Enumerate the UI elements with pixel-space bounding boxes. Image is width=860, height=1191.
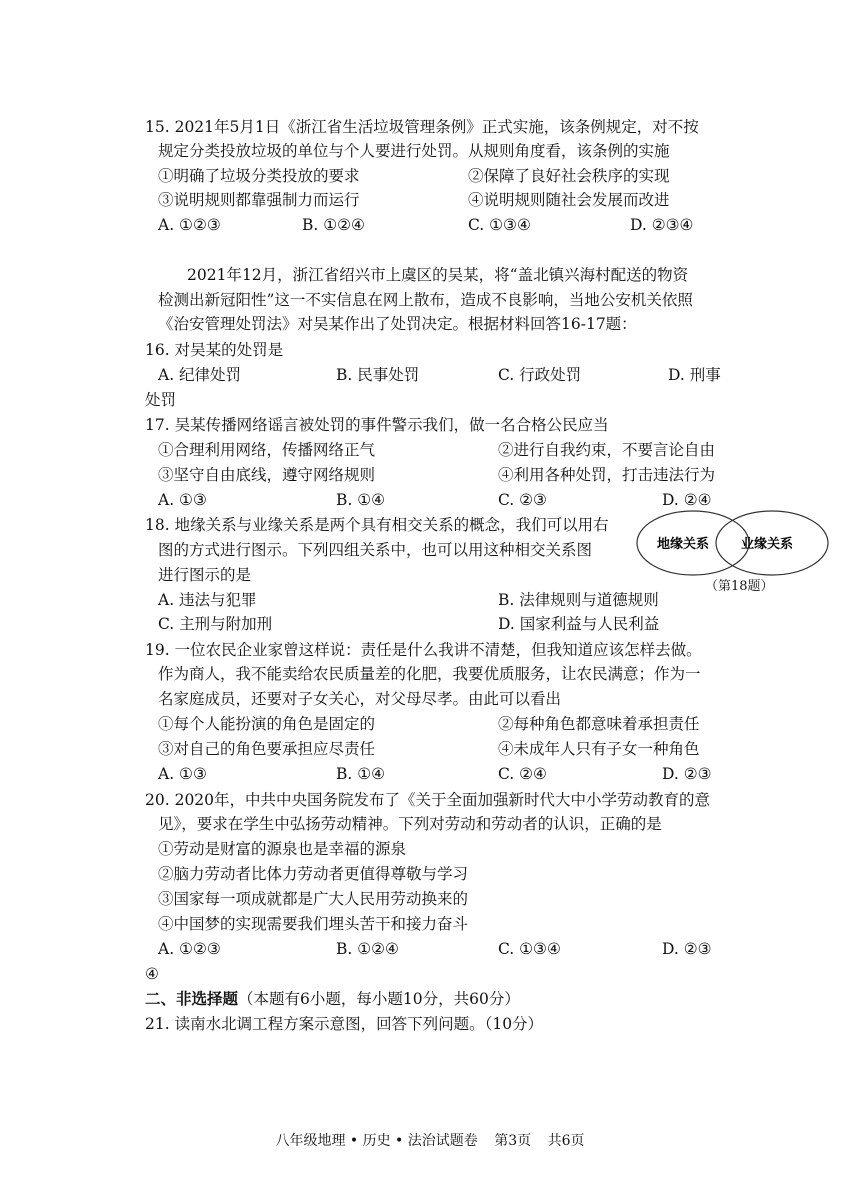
q17-statement-4: ④利用各种处罚，打击违法行为 [498, 466, 716, 484]
q18-stem-line2: 图的方式进行图示。下列四组关系中，也可以用这种相交关系图 [158, 541, 593, 559]
q20-option-c: C. ①③④ [498, 940, 561, 958]
q19-statement-3: ③对自己的角色要承担应尽责任 [158, 740, 376, 758]
q19-statement-4: ④未成年人只有子女一种角色 [498, 740, 700, 758]
q19-stem-line3: 名家庭成员，还要对子女关心，对父母尽孝。由此可以看出 [158, 690, 562, 708]
q20-option-a: A. ①②③ [158, 940, 221, 958]
q19-option-d: D. ②③ [662, 765, 712, 783]
q17-stem: 17. 吴某传播网络谣言被处罚的事件警示我们，做一名合格公民应当 [145, 416, 609, 434]
q20-option-b: B. ①②④ [336, 940, 399, 958]
q18-stem-line3: 进行图示的是 [158, 566, 252, 584]
q20-stem-line1: 20. 2020年，中共中央国务院发布了《关于全面加强新时代大中小学劳动教育的意 [145, 791, 711, 809]
q15-stem-line1: 15. 2021年5月1日《浙江省生活垃圾管理条例》正式实施，该条例规定，对不按 [145, 118, 699, 136]
q19-statement-2: ②每种角色都意味着承担责任 [498, 715, 700, 733]
q17-statement-1: ①合理利用网络，传播网络正气 [158, 441, 376, 459]
q20-statement-3: ③国家每一项成就都是广大人民用劳动换来的 [158, 890, 469, 908]
q16-option-d: D. 刑事 [668, 366, 721, 384]
page-footer [0, 1130, 860, 1150]
q20-option-d: D. ②③ [662, 940, 712, 958]
section2-title: 二、非选择题 [145, 990, 239, 1008]
q16-option-c: C. 行政处罚 [498, 366, 582, 384]
q19-option-b: B. ①④ [336, 765, 386, 783]
q17-option-a: A. ①③ [158, 491, 207, 509]
q17-statement-2: ②进行自我约束，不要言论自由 [498, 441, 716, 459]
q19-stem-line2: 作为商人，我不能卖给农民质量差的化肥，我要优质服务，让农民满意；作为一 [158, 665, 701, 683]
q15-statement-3: ③说明规则都靠强制力而运行 [158, 191, 360, 209]
q15-option-a: A. ①②③ [158, 216, 221, 234]
q18-figure-caption: （第18题） [705, 579, 774, 594]
q20-statement-1: ①劳动是财富的源泉也是幸福的源泉 [158, 840, 407, 858]
q18-option-a: A. 违法与犯罪 [158, 591, 257, 609]
footer-subject: 八年级地理 • 历史 • 法治试题卷 [275, 1133, 478, 1149]
q17-option-c: C. ②③ [498, 491, 547, 509]
q20-stem-line2: 见》，要求在学生中弘扬劳动精神。下列对劳动和劳动者的认识，正确的是 [158, 815, 662, 833]
material-line1: 2021年12月，浙江省绍兴市上虞区的吴某，将“盖北镇兴海村配送的物资 [187, 266, 689, 284]
q19-stem-line1: 19. 一位农民企业家曾这样说：责任是什么我讲不清楚，但我知道应该怎样去做。 [145, 641, 702, 659]
q15-option-c: C. ①③④ [468, 216, 531, 234]
q19-statement-1: ①每个人能扮演的角色是固定的 [158, 715, 376, 733]
footer-total-pages: 共6页 [547, 1133, 585, 1149]
q15-statement-1: ①明确了垃圾分类投放的要求 [158, 167, 360, 185]
q17-option-b: B. ①④ [336, 491, 386, 509]
q21-stem: 21. 读南水北调工程方案示意图，回答下列问题。（10分） [145, 1015, 544, 1033]
q16-stem: 16. 对吴某的处罚是 [145, 341, 284, 359]
q20-option-d-continued: ④ [145, 965, 159, 983]
q15-statement-4: ④说明规则随社会发展而改进 [468, 191, 670, 209]
q15-option-d: D. ②③④ [630, 216, 694, 234]
q18-option-c: C. 主刑与附加刑 [158, 615, 273, 633]
q19-option-c: C. ②④ [498, 765, 547, 783]
q18-option-b: B. 法律规则与道德规则 [498, 591, 659, 609]
venn-right-label: 业缘关系 [740, 537, 794, 552]
q16-option-a: A. 纪律处罚 [158, 366, 242, 384]
q16-option-d-continued: 处罚 [145, 391, 177, 409]
q17-statement-3: ③坚守自由底线，遵守网络规则 [158, 466, 376, 484]
venn-diagram [635, 508, 830, 578]
venn-left-label: 地缘关系 [656, 537, 710, 552]
section2-note: （本题有6小题，每小题10分，共60分） [238, 990, 520, 1008]
material-line3: 《治安管理处罚法》对吴某作出了处罚决定。根据材料回答16-17题： [158, 315, 637, 333]
material-line2: 检测出新冠阳性”这一不实信息在网上散布，造成不良影响，当地公安机关依照 [158, 291, 693, 309]
q18-stem-line1: 18. 地缘关系与业缘关系是两个具有相交关系的概念，我们可以用右 [145, 516, 609, 534]
q17-option-d: D. ②④ [662, 491, 712, 509]
q16-option-b: B. 民事处罚 [336, 366, 420, 384]
q15-option-b: B. ①②④ [302, 216, 365, 234]
q20-statement-4: ④中国梦的实现需要我们埋头苦干和接力奋斗 [158, 915, 469, 933]
q15-stem-line2: 规定分类投放垃圾的单位与个人要进行处罚。从规则角度看，该条例的实施 [158, 142, 670, 160]
q19-option-a: A. ①③ [158, 765, 207, 783]
section2-heading [145, 987, 520, 1011]
q20-statement-2: ②脑力劳动者比体力劳动者更值得尊敬与学习 [158, 865, 469, 883]
q15-statement-2: ②保障了良好社会秩序的实现 [468, 167, 670, 185]
footer-page-number: 第3页 [494, 1133, 532, 1149]
q18-option-d: D. 国家利益与人民利益 [498, 615, 660, 633]
